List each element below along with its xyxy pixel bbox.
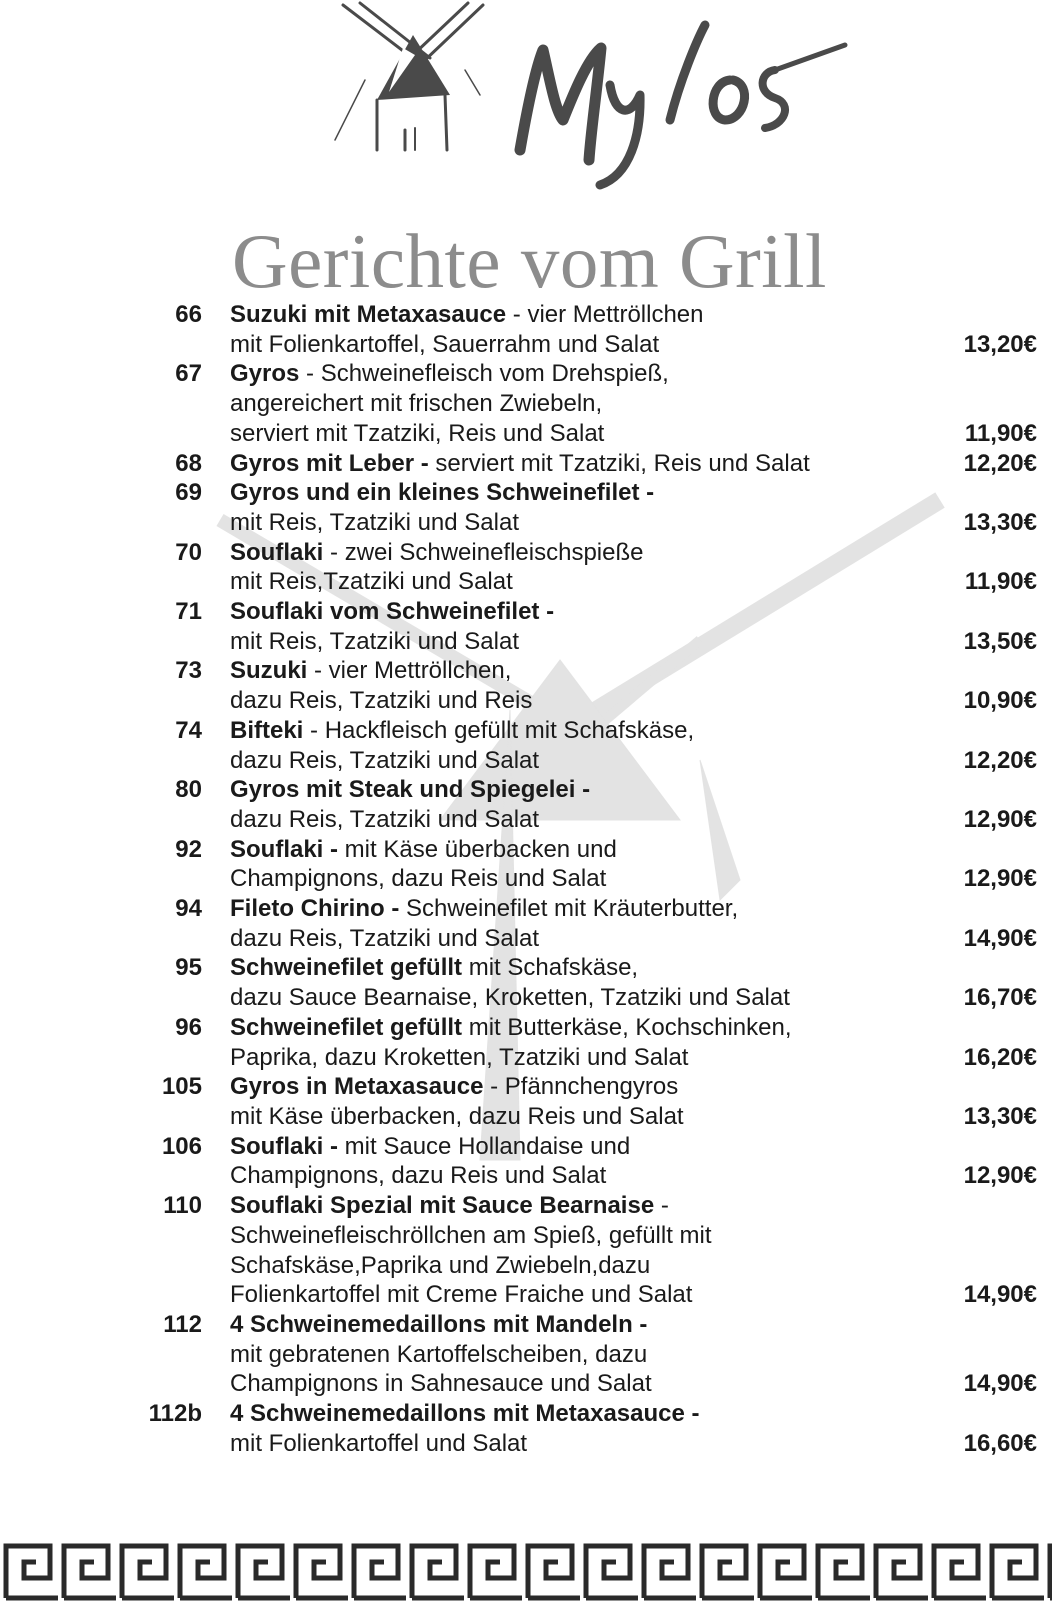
item-number: 105	[161, 1073, 202, 1101]
item-price: 13,20€	[963, 330, 1037, 358]
item-name: Suzuki	[230, 657, 308, 685]
item-number: 112	[163, 1310, 202, 1338]
item-description: - Pfännchengyros	[483, 1073, 679, 1101]
item-name: Souflaki -	[230, 1132, 339, 1160]
section-title: Gerichte vom Grill	[232, 218, 827, 304]
item-name: Gyros in Metaxasauce	[230, 1073, 484, 1101]
item-name: Gyros und ein kleines Schweinefilet -	[230, 479, 655, 507]
menu-item	[0, 894, 1052, 953]
item-number: 67	[175, 360, 202, 388]
item-description-line: mit Reis, Tzatziki und Salat	[230, 508, 519, 536]
item-description-line: dazu Reis, Tzatziki und Salat	[230, 805, 540, 833]
item-price: 14,90€	[963, 1281, 1037, 1309]
item-description: -	[654, 1192, 669, 1220]
menu-item	[0, 449, 1052, 479]
item-description-line: Champignons, dazu Reis und Salat	[230, 1162, 607, 1190]
menu-item	[0, 835, 1052, 894]
item-price: 16,60€	[963, 1429, 1037, 1457]
item-name: Fileto Chirino -	[230, 895, 400, 923]
item-description-line: mit Käse überbacken, dazu Reis und Salat	[230, 1102, 684, 1130]
item-description-line: Champignons in Sahnesauce und Salat	[230, 1370, 652, 1398]
item-description-line: dazu Sauce Bearnaise, Kroketten, Tzatziki und Salat	[230, 984, 790, 1012]
item-number: 66	[175, 301, 202, 328]
item-description: - zwei Schweinefleischspieße	[323, 538, 644, 566]
item-name: 4 Schweinemedaillons mit Metaxasauce -	[230, 1400, 700, 1428]
item-description-line: Paprika, dazu Kroketten, Tzatziki und Salat	[230, 1043, 689, 1071]
item-name: Suzuki mit Metaxasauce	[230, 301, 507, 328]
item-number: 112b	[148, 1400, 202, 1428]
windmill-logo	[305, 0, 865, 195]
item-price: 13,50€	[963, 627, 1037, 655]
item-description: - Schweinefleisch vom Drehspieß,	[299, 360, 669, 388]
item-description-line: mit gebratenen Kartoffelscheiben, dazu	[230, 1340, 648, 1368]
item-description-line: mit Folienkartoffel, Sauerrahm und Salat	[230, 330, 660, 358]
item-description-line: serviert mit Tzatziki, Reis und Salat	[230, 419, 605, 447]
menu-item	[0, 478, 1052, 537]
item-name: Souflaki	[230, 538, 324, 566]
item-name: Gyros mit Leber -	[230, 449, 429, 477]
menu-item	[0, 953, 1052, 1012]
menu-item	[0, 1191, 1052, 1310]
item-description-line: Folienkartoffel mit Creme Fraiche und Salat	[230, 1281, 693, 1309]
item-description: mit Sauce Hollandaise und	[338, 1132, 631, 1160]
item-number: 94	[175, 895, 202, 923]
item-description: mit Butterkäse, Kochschinken,	[462, 1013, 792, 1041]
item-description-line: Champignons, dazu Reis und Salat	[230, 865, 607, 893]
item-number: 96	[175, 1013, 202, 1041]
item-name: Bifteki	[230, 716, 304, 744]
item-number: 106	[161, 1132, 202, 1160]
item-number: 70	[175, 538, 202, 566]
item-description: mit Schafskäse,	[462, 954, 639, 982]
item-price: 13,30€	[963, 508, 1037, 536]
menu-item	[0, 775, 1052, 834]
item-description-line: dazu Reis, Tzatziki und Reis	[230, 687, 533, 715]
item-price: 16,70€	[963, 984, 1037, 1012]
item-number: 71	[175, 598, 202, 626]
item-price: 14,90€	[963, 924, 1037, 952]
item-description: - Hackfleisch gefüllt mit Schafskäse,	[303, 716, 695, 744]
item-number: 74	[175, 716, 202, 744]
item-price: 12,20€	[963, 746, 1037, 774]
logo	[305, 0, 865, 195]
item-description-line: Schafskäse,Paprika und Zwiebeln,dazu	[230, 1251, 651, 1279]
item-name: Schweinefilet gefüllt	[230, 954, 463, 982]
item-number: 68	[175, 449, 202, 477]
item-description: Schweinefilet mit Kräuterbutter,	[399, 895, 739, 923]
item-name: Schweinefilet gefüllt	[230, 1013, 463, 1041]
item-description-line: dazu Reis, Tzatziki und Salat	[230, 924, 540, 952]
item-price: 11,90€	[964, 568, 1037, 596]
item-description: - vier Mettröllchen,	[307, 657, 512, 685]
item-price: 12,90€	[963, 1162, 1037, 1190]
menu-item	[0, 1132, 1052, 1191]
menu-item	[0, 538, 1052, 597]
item-number: 110	[163, 1192, 202, 1220]
item-price: 12,90€	[963, 865, 1037, 893]
menu-item	[0, 1399, 1052, 1458]
item-description-line: Schweinefleischröllchen am Spieß, gefüllt mit	[230, 1221, 712, 1249]
item-description: - vier Mettröllchen	[506, 301, 704, 328]
menu-item	[0, 300, 1052, 359]
item-price: 16,20€	[963, 1043, 1037, 1071]
item-name: Gyros mit Steak und Spiegelei -	[230, 776, 591, 804]
item-number: 92	[175, 835, 202, 863]
item-number: 80	[175, 776, 202, 804]
item-number: 69	[175, 479, 202, 507]
item-price: 11,90€	[964, 419, 1037, 447]
item-number: 95	[175, 954, 202, 982]
item-name: Souflaki -	[230, 835, 339, 863]
item-number: 73	[175, 657, 202, 685]
logo-wordmark	[520, 25, 845, 185]
menu-list	[0, 300, 1052, 1458]
menu-item	[0, 716, 1052, 775]
greek-key-border-icon	[0, 1538, 1052, 1602]
item-price: 14,90€	[963, 1370, 1037, 1398]
item-price: 13,30€	[963, 1102, 1037, 1130]
item-description: mit Käse überbacken und	[338, 835, 617, 863]
menu-item	[0, 597, 1052, 656]
item-name: Souflaki Spezial mit Sauce Bearnaise	[230, 1192, 655, 1220]
item-name: Souflaki vom Schweinefilet -	[230, 598, 555, 626]
item-description: serviert mit Tzatziki, Reis und Salat	[428, 449, 810, 477]
menu-item	[0, 656, 1052, 715]
item-description-line: mit Reis,Tzatziki und Salat	[230, 568, 513, 596]
item-description-line: angereichert mit frischen Zwiebeln,	[230, 390, 603, 418]
item-name: 4 Schweinemedaillons mit Mandeln -	[230, 1310, 648, 1338]
item-price: 12,20€	[963, 449, 1037, 477]
menu-item	[0, 1072, 1052, 1131]
item-description-line: mit Folienkartoffel und Salat	[230, 1429, 528, 1457]
item-description-line: mit Reis, Tzatziki und Salat	[230, 627, 519, 655]
menu-item	[0, 1310, 1052, 1399]
item-name: Gyros	[230, 360, 300, 388]
menu-item	[0, 359, 1052, 448]
menu-item	[0, 1013, 1052, 1072]
item-price: 12,90€	[963, 805, 1037, 833]
item-price: 10,90€	[963, 687, 1037, 715]
item-description-line: dazu Reis, Tzatziki und Salat	[230, 746, 540, 774]
